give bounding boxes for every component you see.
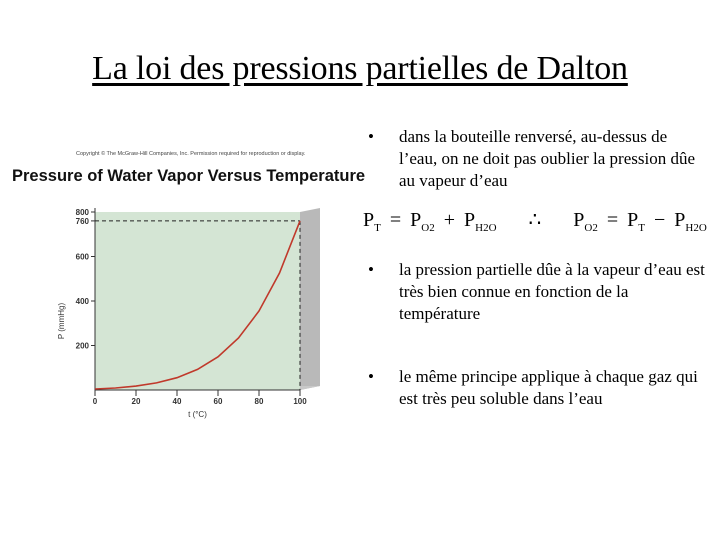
copyright-notice: Copyright © The McGraw-Hill Companies, Inc. Permission required for reproduction or display. [76, 151, 306, 157]
bullet-text: dans la bouteille renversé, au-dessus de l’eau, on ne doit pas oublier la pression dûe au vapeur d’eau [399, 127, 696, 190]
y-tick-label: 760 [75, 216, 89, 226]
x-tick-label: 20 [131, 397, 141, 406]
formula-symbol: P [464, 209, 476, 231]
formula-subscript: T [638, 222, 645, 234]
y-tick-label: 800 [75, 208, 89, 217]
formula-operator: + [443, 209, 455, 231]
dalton-formula [363, 207, 707, 234]
formula-symbol: P [363, 209, 375, 231]
x-tick-label: 60 [213, 397, 223, 406]
x-tick-label: 100 [293, 397, 307, 406]
y-tick-label: 200 [75, 341, 89, 351]
plot-area [95, 212, 300, 390]
y-tick-label: 600 [75, 252, 89, 262]
therefore-symbol: ∴ [528, 209, 542, 231]
bullet-marker: • [368, 367, 374, 386]
slide-title: La loi des pressions partielles de Dalton [92, 50, 628, 87]
x-axis-label: t (°C) [188, 410, 207, 419]
formula-operator: = [606, 209, 619, 231]
y-tick-label: 400 [75, 297, 89, 306]
y-axis-label: P (mmHg) [57, 302, 66, 340]
x-tick-label: 40 [172, 397, 182, 406]
formula-subscript: O2 [421, 222, 435, 234]
x-tick-label: 80 [254, 397, 264, 406]
vapor-pressure-chart [50, 200, 340, 420]
bullet-marker: • [368, 260, 374, 279]
bullet-marker: • [368, 127, 374, 146]
x-tick-label: 0 [92, 397, 98, 406]
formula-subscript: O2 [584, 222, 598, 234]
formula-subscript: H2O [685, 222, 707, 234]
formula-symbol: P [674, 209, 686, 231]
plot-side-wall [300, 208, 320, 390]
formula-subscript: H2O [475, 222, 497, 234]
formula-symbol: P [627, 209, 639, 231]
formula-symbol: P [410, 209, 422, 231]
formula-operator: = [389, 209, 402, 231]
chart-title: Pressure of Water Vapor Versus Temperature [12, 167, 366, 185]
bullet-text: le même principe applique à chaque gaz qui est très peu soluble dans l’eau [399, 367, 698, 408]
formula-symbol: P [573, 209, 585, 231]
formula-subscript: T [374, 222, 381, 234]
formula-operator: − [653, 209, 666, 231]
bullet-text: la pression partielle dûe à la vapeur d’eau est très bien connue en fonction de la température [399, 260, 705, 323]
